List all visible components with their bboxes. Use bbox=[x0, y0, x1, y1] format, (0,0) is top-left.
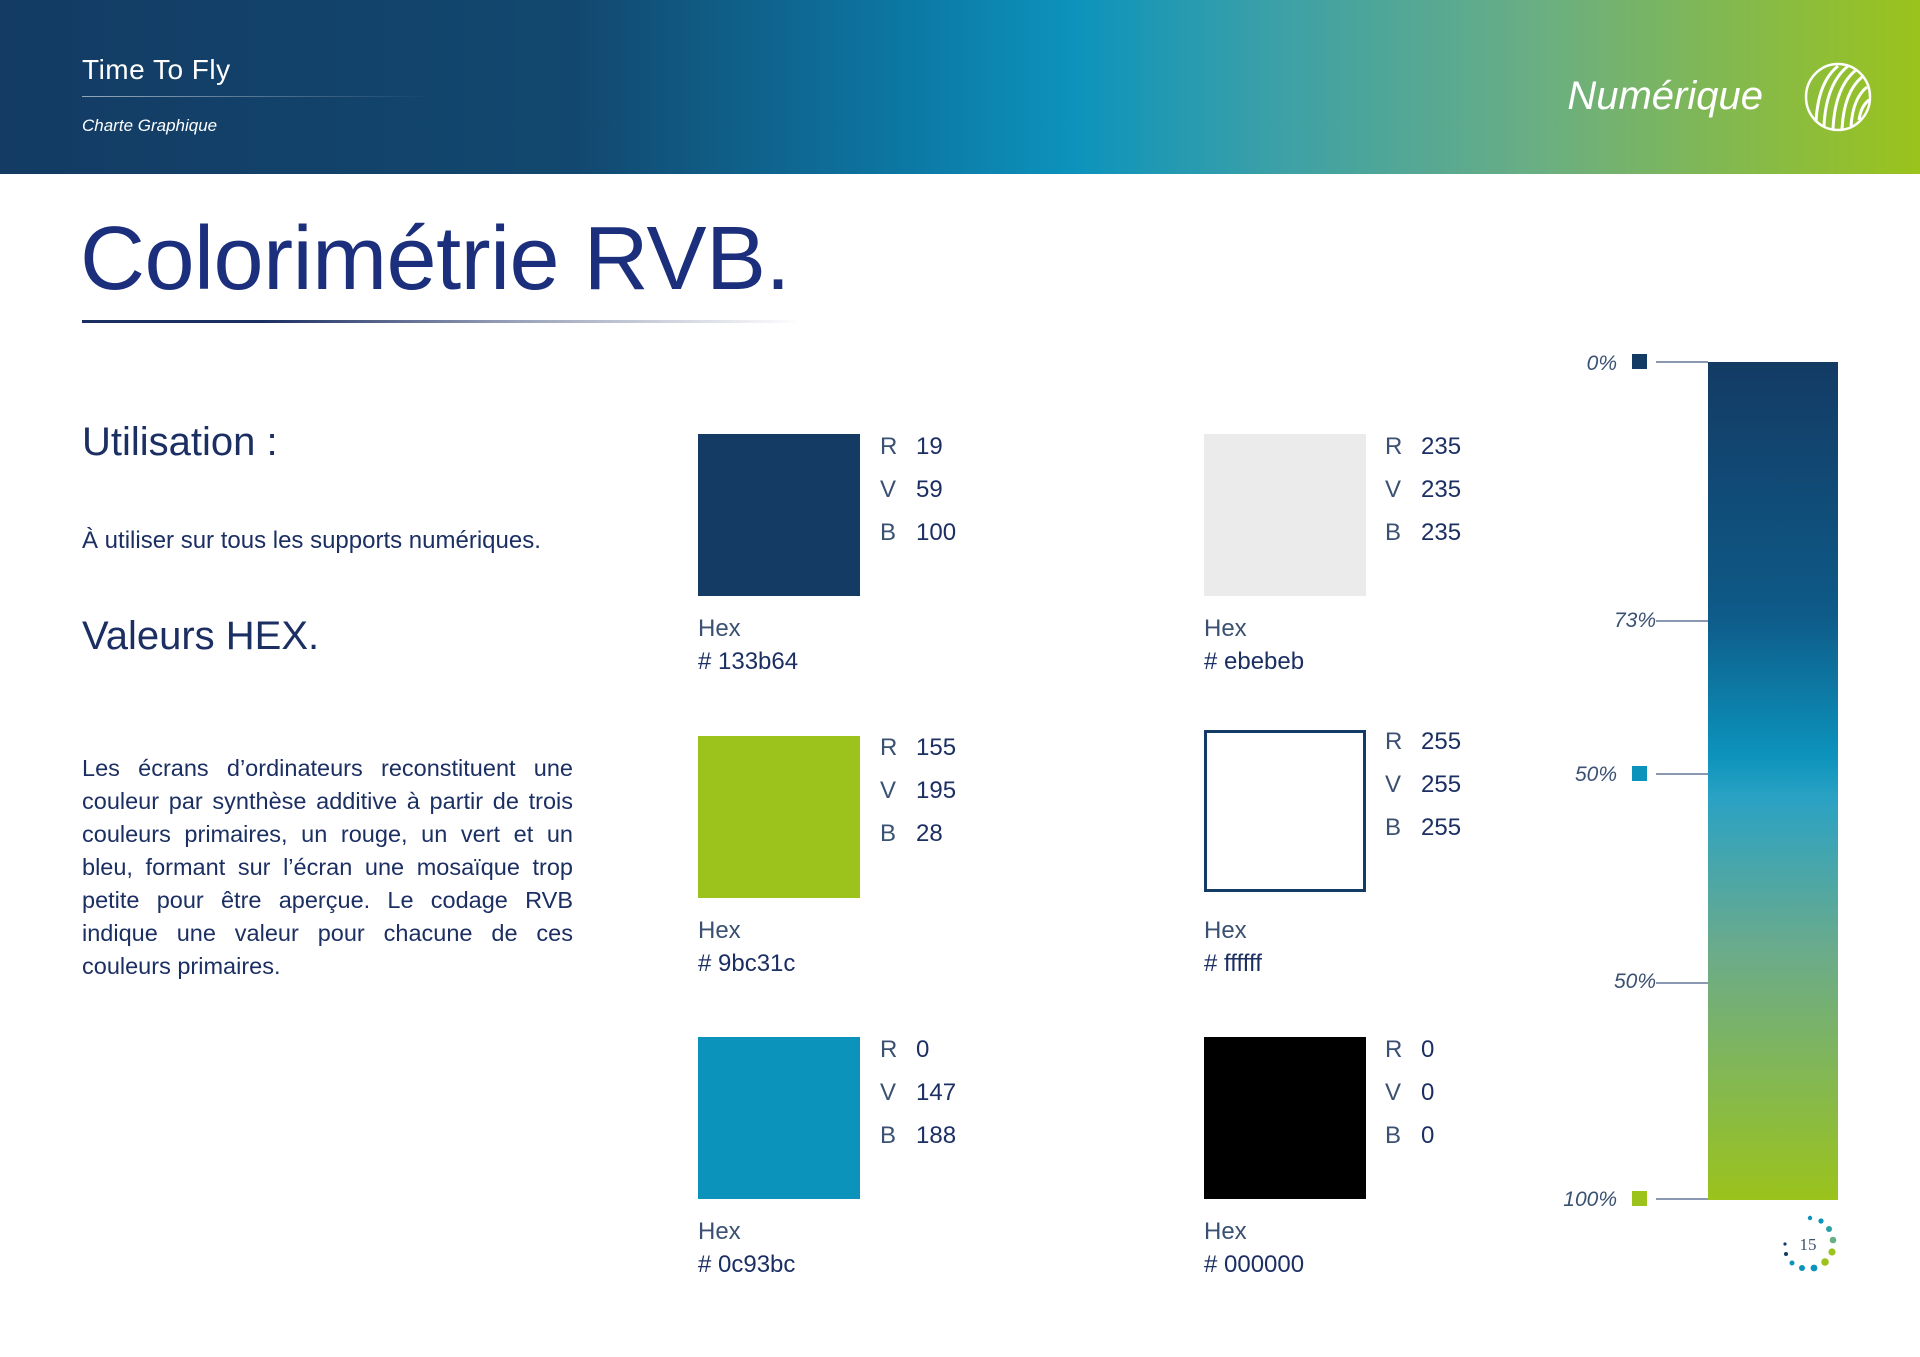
rgb-values-white bbox=[1385, 727, 1461, 856]
color-swatch-light-gray bbox=[1204, 434, 1366, 596]
hex-heading: Valeurs HEX. bbox=[82, 614, 320, 658]
hex-value: # ffffff bbox=[1204, 950, 1262, 977]
hex-label: Hex bbox=[698, 917, 741, 944]
gradient-tick-0 bbox=[1656, 361, 1708, 363]
r-value: 235 bbox=[1421, 433, 1462, 460]
gradient-label-1: 73% bbox=[1613, 609, 1656, 632]
body-paragraph: Les écrans d’ordinateurs reconstituent une couleur par synthèse additive à partir de trois couleurs primaires, un rouge, un vert et un bleu, formant sur l’écran une mosaïque trop petite pour être aperçue. Le codage RVB indique une valeur pour chacune de ces couleurs primaires. bbox=[82, 755, 573, 979]
b-label: B bbox=[880, 1122, 897, 1149]
gradient-label-4: 100% bbox=[1563, 1188, 1617, 1211]
r-value: 255 bbox=[1421, 728, 1462, 755]
b-value: 255 bbox=[1421, 814, 1462, 841]
gradient-label-3: 50% bbox=[1613, 970, 1656, 993]
hex-label: Hex bbox=[698, 1218, 741, 1245]
v-label: V bbox=[1385, 476, 1402, 503]
b-label: B bbox=[1385, 1122, 1402, 1149]
header-banner bbox=[0, 0, 1920, 174]
v-label: V bbox=[880, 777, 897, 804]
color-swatch-green bbox=[698, 736, 860, 898]
hex-value: # ebebeb bbox=[1204, 648, 1305, 675]
hex-label: Hex bbox=[1204, 917, 1247, 944]
color-swatch-black bbox=[1204, 1037, 1366, 1199]
b-label: B bbox=[880, 820, 897, 847]
r-value: 19 bbox=[916, 433, 943, 460]
v-value: 0 bbox=[1421, 1079, 1435, 1106]
b-label: B bbox=[1385, 519, 1402, 546]
v-value: 147 bbox=[916, 1079, 957, 1106]
rgb-values-cyan-blue bbox=[880, 1035, 956, 1164]
color-swatch-cyan-blue bbox=[698, 1037, 860, 1199]
page-number-badge bbox=[1776, 1212, 1840, 1276]
b-label: B bbox=[880, 519, 897, 546]
rgb-values-black bbox=[1385, 1035, 1434, 1164]
r-label: R bbox=[1385, 728, 1403, 755]
section-name: Numérique bbox=[1567, 74, 1763, 118]
title-underline bbox=[82, 320, 802, 323]
r-value: 155 bbox=[916, 734, 957, 761]
color-swatch-white bbox=[1204, 730, 1366, 892]
v-value: 195 bbox=[916, 777, 957, 804]
b-label: B bbox=[1385, 814, 1402, 841]
v-value: 235 bbox=[1421, 476, 1462, 503]
b-value: 235 bbox=[1421, 519, 1462, 546]
v-label: V bbox=[1385, 1079, 1402, 1106]
gradient-label-0: 0% bbox=[1586, 352, 1617, 375]
rgb-values-dark-blue bbox=[880, 432, 956, 561]
page-title: Colorimétrie RVB. bbox=[80, 209, 791, 309]
rgb-values-light-gray bbox=[1385, 432, 1461, 561]
usage-text: À utiliser sur tous les supports numériques. bbox=[82, 527, 541, 554]
b-value: 0 bbox=[1421, 1122, 1435, 1149]
color-swatch-dark-blue bbox=[698, 434, 860, 596]
r-value: 0 bbox=[1421, 1036, 1435, 1063]
gradient-label-2: 50% bbox=[1574, 763, 1617, 786]
gradient-bar bbox=[1708, 362, 1838, 1200]
hex-label: Hex bbox=[1204, 1218, 1247, 1245]
b-value: 188 bbox=[916, 1122, 957, 1149]
hex-value: # 133b64 bbox=[698, 648, 799, 675]
r-label: R bbox=[880, 734, 898, 761]
brand-name: Time To Fly bbox=[82, 54, 231, 85]
gradient-tick-2 bbox=[1656, 773, 1708, 775]
hex-value: # 9bc31c bbox=[698, 950, 796, 977]
b-value: 28 bbox=[916, 820, 943, 847]
gradient-marker-dark-blue bbox=[1632, 354, 1647, 369]
r-label: R bbox=[880, 433, 898, 460]
gradient-tick-4 bbox=[1656, 1198, 1708, 1200]
page-number: 15 bbox=[1799, 1235, 1817, 1254]
striped-globe-icon bbox=[1804, 62, 1872, 132]
v-value: 255 bbox=[1421, 771, 1462, 798]
v-label: V bbox=[880, 476, 897, 503]
hex-label: Hex bbox=[1204, 615, 1247, 642]
v-value: 59 bbox=[916, 476, 943, 503]
r-label: R bbox=[880, 1036, 898, 1063]
r-label: R bbox=[1385, 1036, 1403, 1063]
b-value: 100 bbox=[916, 519, 957, 546]
hex-label: Hex bbox=[698, 615, 741, 642]
gradient-tick-3 bbox=[1656, 982, 1708, 984]
v-label: V bbox=[880, 1079, 897, 1106]
r-value: 0 bbox=[916, 1036, 930, 1063]
hex-value: # 0c93bc bbox=[698, 1251, 796, 1278]
hex-value: # 000000 bbox=[1204, 1251, 1305, 1278]
rgb-values-green bbox=[880, 733, 956, 862]
brand-underline bbox=[82, 96, 432, 97]
document-subtitle: Charte Graphique bbox=[82, 116, 218, 135]
gradient-marker-cyan bbox=[1632, 766, 1647, 781]
gradient-marker-green bbox=[1632, 1191, 1647, 1206]
v-label: V bbox=[1385, 771, 1402, 798]
r-label: R bbox=[1385, 433, 1403, 460]
usage-heading: Utilisation : bbox=[82, 420, 278, 464]
gradient-tick-1 bbox=[1656, 620, 1708, 622]
